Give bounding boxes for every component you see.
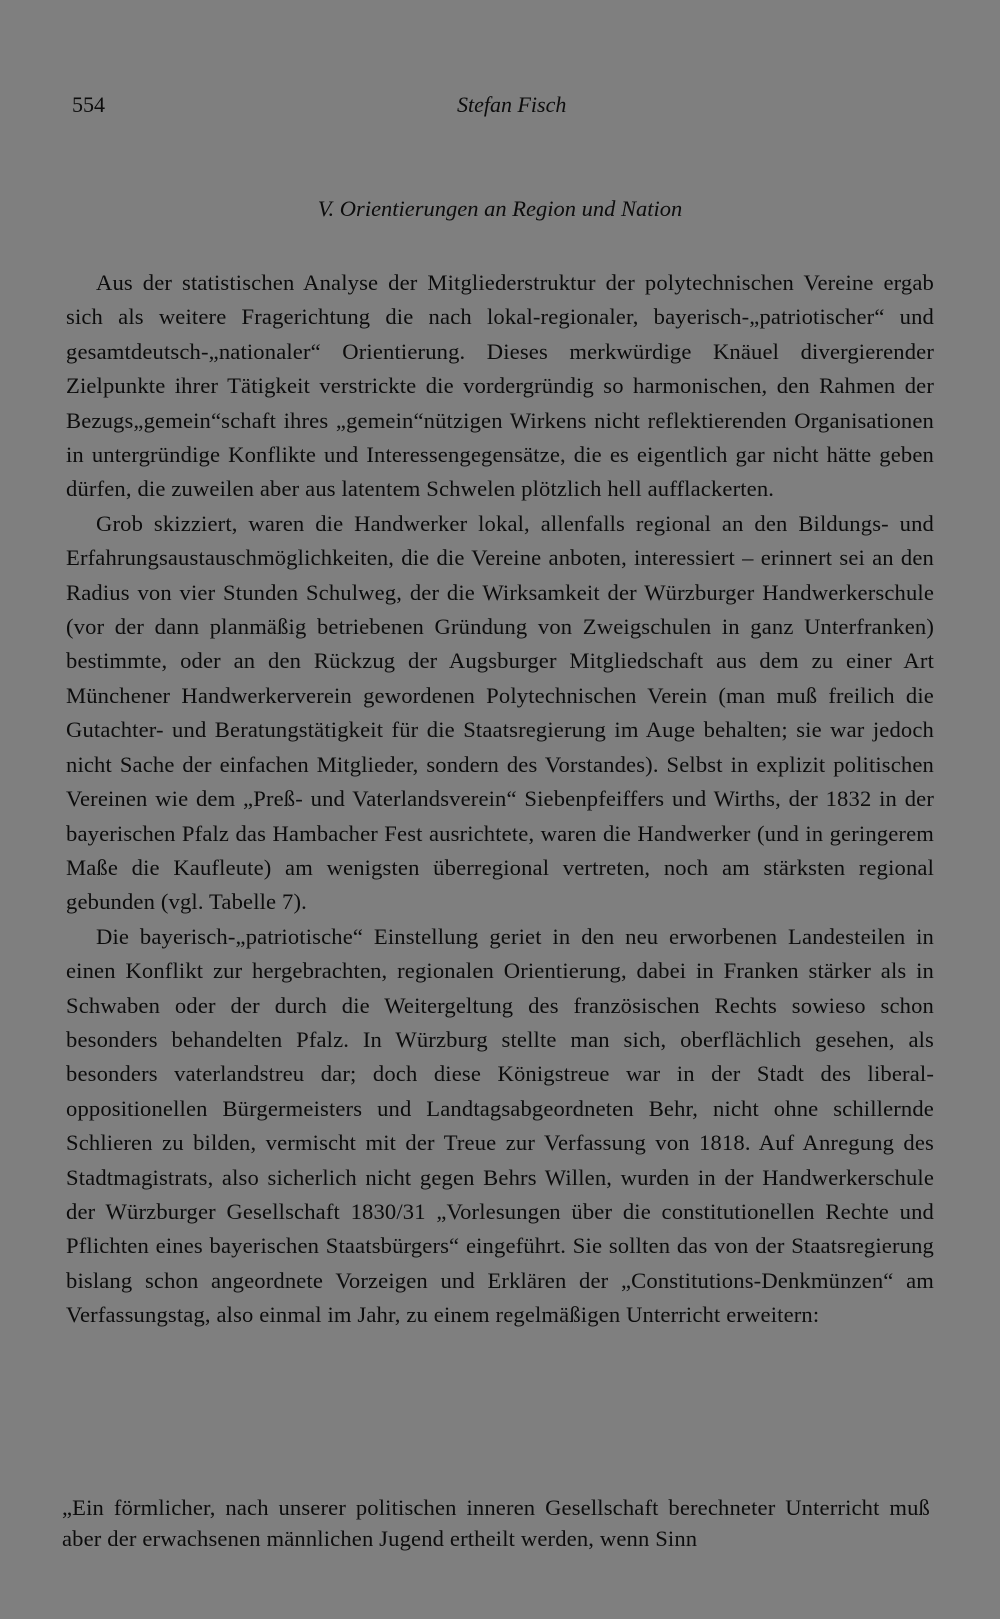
section-heading: V. Orientierungen an Region und Nation (317, 196, 683, 221)
body-text (66, 266, 934, 1333)
paragraph-3: Die bayerisch-„patriotische“ Einstellung geriet in den neu erworbenen Landesteilen in einen Konflikt zur hergebrachten, regionalen Orientierung, dabei in Franken stärker als in Schwaben oder der durch die Weitergeltung des französischen Rechts sowieso schon besonders behandelten Pfalz. In Würzburg stellte man sich, oberflächlich gesehen, als besonders vaterlandstreu dar; doch diese Königstreue war in der Stadt des liberal-oppositionellen Bürgermeisters und Landtagsabgeordneten Behr, nicht ohne schillernde Schlieren zu bilden, vermischt mit der Treue zur Verfassung von 1818. Auf Anregung des Stadtmagistrats, also sicherlich nicht gegen Behrs Willen, wurden in der Handwerkerschule der Würzburger Gesellschaft 1830/31 „Vorlesungen über die constitutionellen Rechte und Pflichten eines bayerischen Staatsbürgers“ eingeführt. Sie sollten das von der Staatsregierung bislang schon angeordnete Vorzeigen und Erklären der „Constitutions-Denkmünzen“ am Verfassungstag, also einmal im Jahr, zu einem regelmäßigen Unterricht erweitern: (66, 923, 934, 1328)
paragraph-2: Grob skizziert, waren die Handwerker lokal, allenfalls regional an den Bildungs- und Erfahrungsaustauschmöglichkeiten, die die Vereine anboten, interessiert – erinnert sei an den Radius von vier Stunden Schulweg, der die Wirksamkeit der Würzburger Handwerkerschule (vor der dann planmäßig betriebenen Gründung von Zweigschulen in ganz Unterfranken) bestimmte, oder an den Rückzug der Augsburger Mitgliedschaft aus dem zu einer Art Münchener Handwerkerverein gewordenen Polytechnischen Verein (man muß freilich die Gutachter- und Beratungstätigkeit für die Staatsregierung im Auge behalten; sie war jedoch nicht Sache der einfachen Mitglieder, sondern des Vorstandes). Selbst in explizit politischen Vereinen wie dem „Preß- und Vaterlandsverein“ Siebenpfeiffers und Wirths, der 1832 in der bayerischen Pfalz das Hambacher Fest ausrichtete, waren die Handwerker (und in geringerem Maße die Kaufleute) am wenigsten überregional vertreten, noch am stärksten regional gebunden (vgl. Tabelle 7). (66, 510, 934, 915)
quote-text: „Ein förmlicher, nach unserer politischen inneren Gesellschaft berechneter Unterricht muß aber der erwachsenen männlichen Jugend ertheilt werden, wenn Sinn (62, 1495, 930, 1551)
page-header (72, 92, 932, 122)
block-quote (62, 1492, 930, 1554)
paragraph-1: Aus der statistischen Analyse der Mitgliederstruktur der polytechnischen Vereine ergab sich als weitere Fragerichtung die nach lokal-regionaler, bayerisch-„patriotischer“ und gesamtdeutsch-„nationaler“ Orientierung. Dieses merkwürdige Knäuel divergierender Zielpunkte ihrer Tätigkeit verstrickte die vordergründig so harmonischen, den Rahmen der Bezugs„gemein“schaft ihres „gemein“nützigen Wirkens nicht reflektierenden Organisationen in untergründige Konflikte und Interessengegensätze, die es eigentlich gar nicht hätte geben dürfen, die zuweilen aber aus latentem Schwelen plötzlich hell aufflackerten. (66, 270, 934, 502)
page-number: 554 (72, 92, 105, 117)
running-head-author: Stefan Fisch (457, 92, 567, 117)
